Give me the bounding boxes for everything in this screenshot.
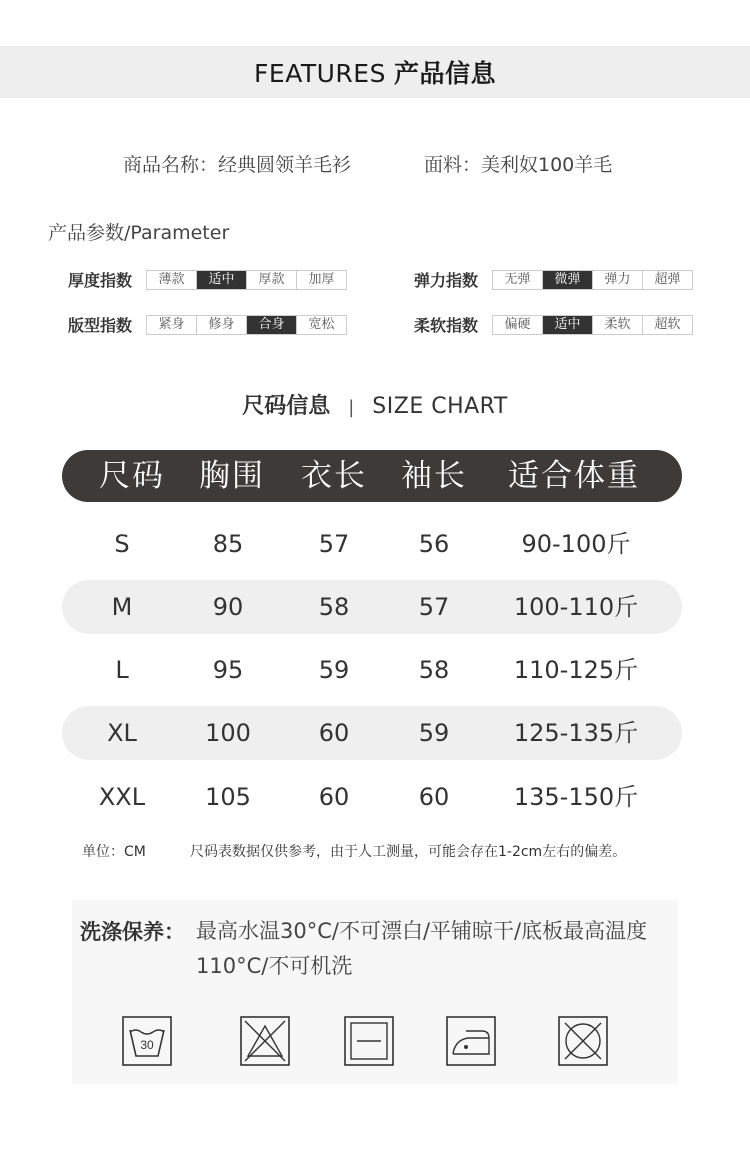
param-option: 薄款 [147,271,197,289]
param-options [146,270,347,290]
param-option: 偏硬 [493,316,543,334]
cell-chest: 105 [205,783,251,811]
title-en: FEATURES [254,59,386,88]
param-options [492,270,693,290]
wash-30-icon [122,1016,172,1066]
size-chart-heading [0,389,750,420]
cell-chest: 100 [205,719,251,747]
cell-size: L [115,656,129,684]
param-option: 厚款 [247,271,297,289]
cell-size: S [114,530,130,558]
cell-sleeve: 56 [418,530,450,558]
cell-weight: 90-100斤 [521,530,631,558]
param-option-selected: 适中 [543,316,593,334]
cell-length: 58 [318,593,350,621]
param-options [146,315,347,335]
product-fabric: 面料：美利奴100羊毛 [424,154,613,176]
param-options [492,315,693,335]
cell-sleeve: 58 [418,656,450,684]
param-option: 超软 [643,316,692,334]
wash-temp-label: 30 [140,1038,154,1052]
product-info [0,150,750,178]
features-header [0,46,750,98]
cell-chest: 90 [212,593,244,621]
param-option-selected: 适中 [197,271,247,289]
unit-note: 单位：CM [82,844,146,860]
cell-size: XL [107,719,137,747]
cell-weight: 110-125斤 [513,656,639,684]
param-option-selected: 微弹 [543,271,593,289]
cell-length: 60 [318,783,350,811]
cell-length: 59 [318,656,350,684]
size-heading-en: SIZE CHART [372,394,508,419]
param-label: 柔软指数 [414,316,479,335]
page-title [254,54,496,90]
param-elasticity [414,268,693,291]
iron-medium-icon [446,1016,496,1066]
cell-chest: 85 [212,530,244,558]
param-label: 版型指数 [68,316,133,335]
column-header-chest: 胸围 [199,458,265,494]
dry-flat-icon [344,1016,394,1066]
size-table-header [62,450,682,502]
product-name: 商品名称：经典圆领羊毛衫 [123,154,352,176]
parameter-heading: 产品参数/Parameter [48,222,230,244]
care-instructions: 最高水温30°C/不可漂白/平铺晾干/底板最高温度110°C/不可机洗 [196,919,648,978]
care-label: 洗涤保养： [80,920,185,944]
cell-size: XXL [98,783,146,811]
column-header-sleeve: 袖长 [401,458,467,494]
no-bleach-icon [240,1016,290,1066]
measurement-disclaimer: 尺码表数据仅供参考，由于人工测量，可能会存在1-2cm左右的偏差。 [190,844,627,860]
param-option: 加厚 [297,271,346,289]
cell-sleeve: 60 [418,783,450,811]
param-option: 弹力 [593,271,643,289]
title-cn: 产品信息 [393,59,496,88]
param-label: 弹力指数 [414,271,479,290]
param-option: 超弹 [643,271,692,289]
param-thickness [68,268,347,291]
size-heading-cn: 尺码信息 [242,394,331,419]
cell-sleeve: 57 [418,593,450,621]
cell-length: 57 [318,530,350,558]
cell-sleeve: 59 [418,719,450,747]
cell-weight: 135-150斤 [513,783,639,811]
column-header-length: 衣长 [301,458,367,494]
heading-separator: | [348,397,355,418]
param-option: 紧身 [147,316,197,334]
column-header-size: 尺码 [99,458,165,494]
param-softness [414,313,693,336]
cell-length: 60 [318,719,350,747]
param-option-selected: 合身 [247,316,297,334]
cell-size: M [111,593,133,621]
cell-chest: 95 [212,656,244,684]
param-option: 柔软 [593,316,643,334]
param-label: 厚度指数 [68,271,133,290]
param-option: 无弹 [493,271,543,289]
cell-weight: 100-110斤 [513,593,639,621]
param-option: 修身 [197,316,247,334]
param-fit [68,313,347,336]
cell-weight: 125-135斤 [513,719,639,747]
no-machine-wash-icon [558,1016,608,1066]
param-option: 宽松 [297,316,346,334]
column-header-weight: 适合体重 [508,458,640,494]
